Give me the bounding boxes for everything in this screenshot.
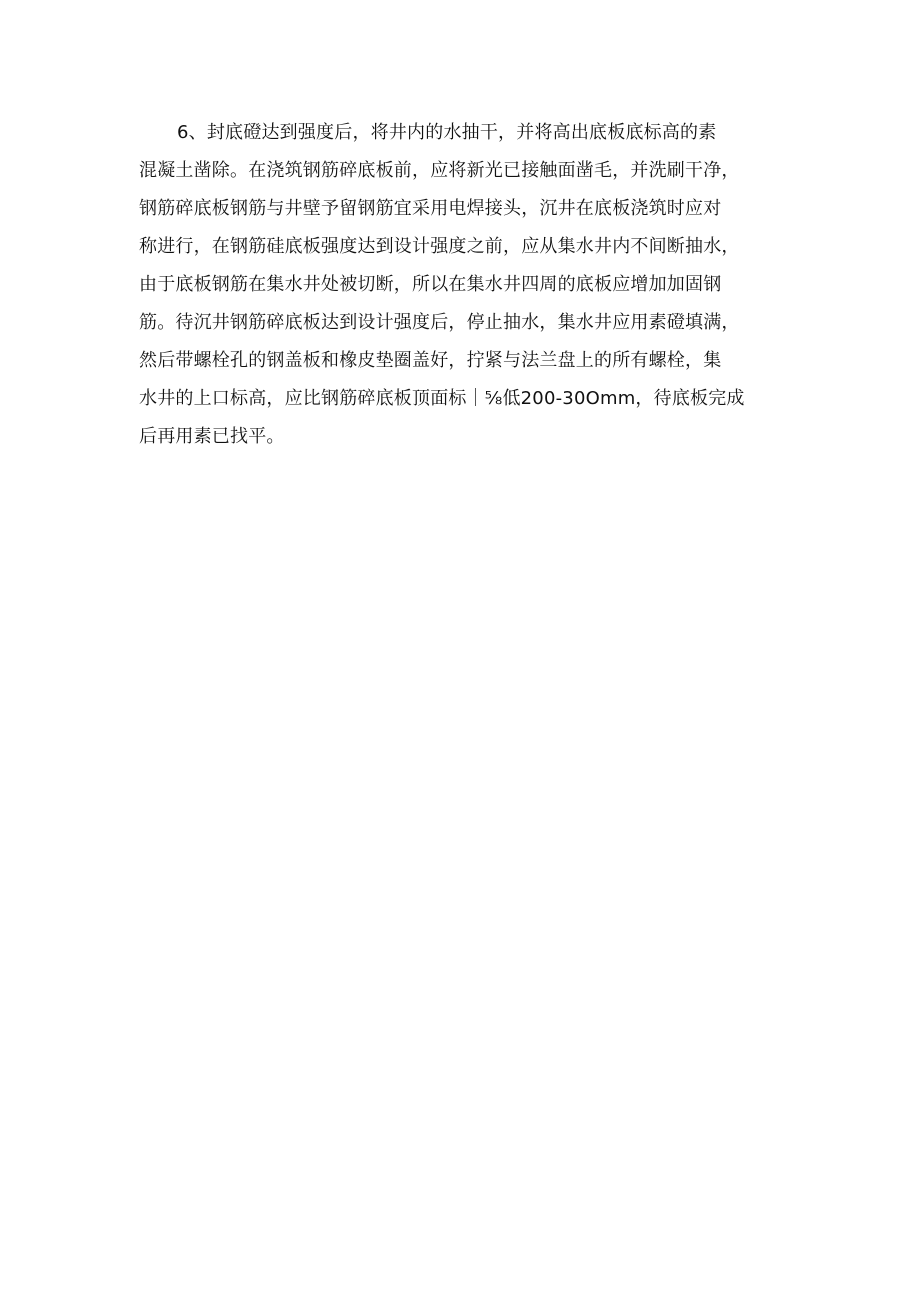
paragraph-line: 然后带螺栓孔的钢盖板和橡皮垫圈盖好，拧紧与法兰盘上的所有螺栓，集 <box>139 350 722 371</box>
paragraph-line: 筋。待沉井钢筋碎底板达到设计强度后，停止抽水，集水井应用素磴填满， <box>139 312 740 333</box>
paragraph-line: 钢筋碎底板钢筋与井壁予留钢筋宜采用电焊接头，沉井在底板浇筑时应对 <box>139 198 722 219</box>
paragraph-line: 水井的上口标高，应比钢筋碎底板顶面标｜⅝低200-30Omm，待底板完成 <box>139 388 745 409</box>
body-paragraph <box>139 114 799 456</box>
paragraph-line: 称进行，在钢筋硅底板强度达到设计强度之前，应从集水井内不间断抽水， <box>139 236 740 257</box>
paragraph-line: 后再用素已找平。 <box>139 426 285 447</box>
paragraph-line: 由于底板钢筋在集水井处被切断，所以在集水井四周的底板应增加加固钢 <box>139 274 722 295</box>
paragraph-line: 6、封底磴达到强度后，将井内的水抽干，并将高出底板底标高的素 <box>177 122 717 143</box>
paragraph-line: 混凝土凿除。在浇筑钢筋碎底板前，应将新光已接触面凿毛，并洗刷干净， <box>139 160 740 181</box>
